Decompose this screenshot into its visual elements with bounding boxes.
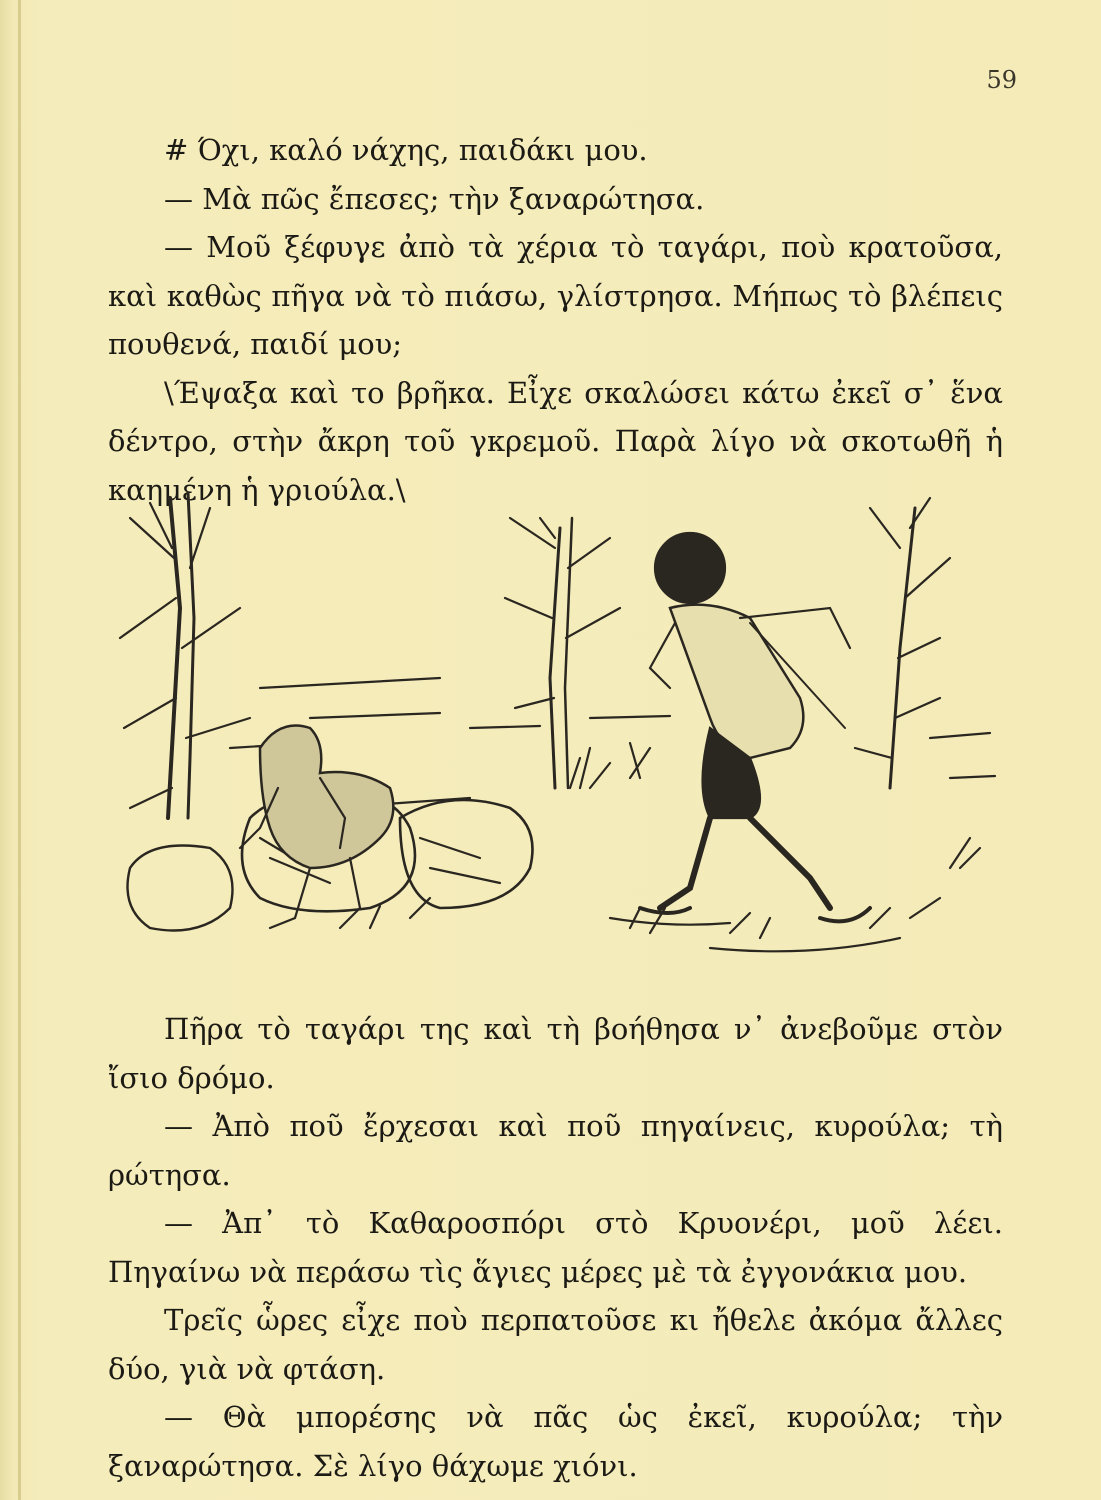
page-number: 59 (986, 66, 1017, 94)
paragraph: — Θὰ μπορέσης νὰ πᾶς ὡς ἐκεῖ, κυρούλα; τὴν ξαναρώτησα. Σὲ λίγο θάχωμε χιόνι. (108, 1400, 1003, 1483)
bottom-text-block (108, 1005, 1003, 1490)
page-gutter (18, 0, 21, 1500)
paragraph: Τρεῖς ὧρες εἶχε ποὺ περπατοῦσε κι ἤθελε ἀκόμα ἄλλες δύο, γιὰ νὰ φτάση. (108, 1303, 1003, 1386)
paragraph: — Μὰ πῶς ἔπεσες; τὴν ξαναρώτησα. (164, 181, 705, 216)
paragraph: — Ἀπὸ ποῦ ἔρχεσαι καὶ ποῦ πηγαίνεις, κυρούλα; τὴ ρώτησα. (108, 1109, 1003, 1192)
paragraph: — Ἀπ᾽ τὸ Καθαροσπόρι στὸ Κρυονέρι, μοῦ λέει. Πηγαίνω νὰ περάσω τὶς ἅγιες μέρες μὲ τὰ ἐγγονάκια μου. (108, 1206, 1003, 1289)
paragraph: — Μοῦ ξέφυγε ἀπὸ τὰ χέρια τὸ ταγάρι, ποὺ κρατοῦσα, καὶ καθὼς πῆγα νὰ τὸ πιάσω, γλίστρησα. Μήπως τὸ βλέπεις πουθενά, παιδί μου; (108, 230, 1003, 361)
top-text-block (108, 126, 1003, 514)
paragraph: # Όχι, καλό νάχης, παιδάκι μου. (164, 133, 648, 167)
paragraph: \Έψαξα καὶ το βρῆκα. Εἶχε σκαλώσει κάτω ἐκεῖ σ᾽ ἕνα δέντρο, στὴν ἄκρη τοῦ γκρεμοῦ. Παρὰ λίγο νὰ σκοτωθῆ ἡ καημένη ἡ γριούλα.\ (108, 375, 1003, 507)
illustration-old-woman-and-boy (110, 488, 1000, 978)
paragraph: Πῆρα τὸ ταγάρι της καὶ τὴ βοήθησα ν᾽ ἀνεβοῦμε στὸν ἴσιο δρόμο. (108, 1012, 1003, 1095)
